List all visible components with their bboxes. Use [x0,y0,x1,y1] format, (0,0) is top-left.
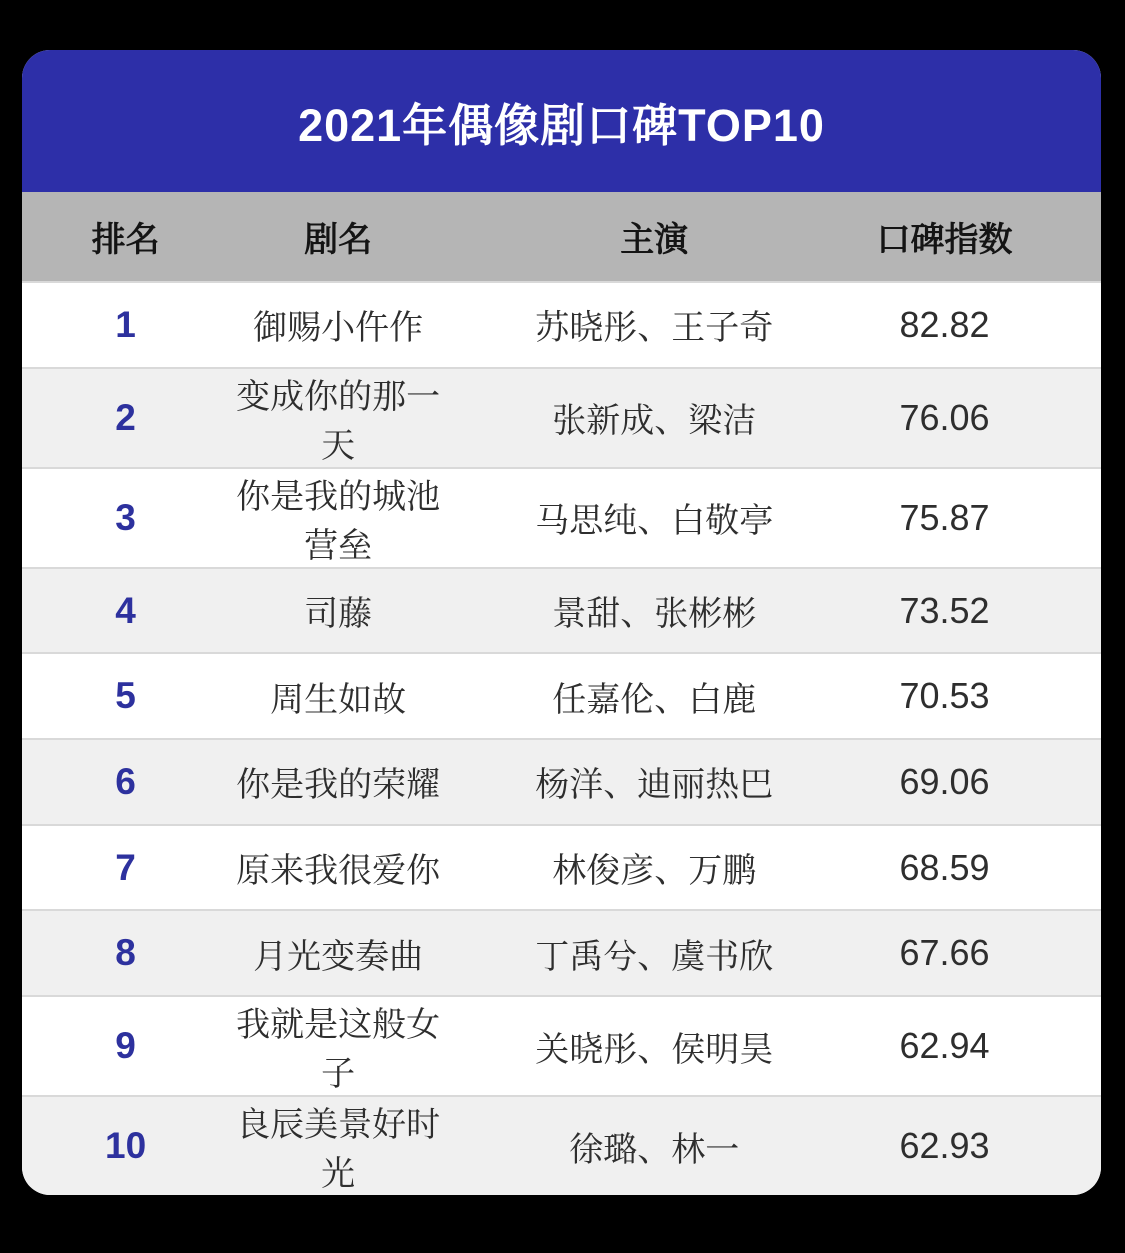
table-row [22,995,1101,1095]
drama-name-cell: 原来我很爱你 [236,852,441,891]
score-cell: 69.06 [899,760,990,802]
score-cell: 68.59 [899,846,990,888]
title-banner [22,50,1101,192]
table-row [22,367,1101,467]
score-cell: 70.53 [899,675,990,717]
table-row [22,738,1101,824]
rank-cell: 2 [115,396,136,438]
ranking-card [22,50,1101,1195]
score-cell: 82.82 [899,303,990,345]
rank-cell: 7 [115,846,136,888]
rank-cell: 5 [115,675,136,717]
column-header-stars: 主演 [620,221,689,259]
table-row [22,1095,1101,1195]
page-title: 2021年偶像剧口碑TOP10 [298,99,825,151]
column-header-name: 剧名 [304,221,373,259]
score-cell: 75.87 [899,496,990,538]
table-row [22,467,1101,567]
drama-name-cell: 月光变奏曲 [253,937,424,976]
stars-cell: 马思纯、白敬亭 [535,502,774,541]
drama-name-cell: 周生如故 [270,680,407,719]
rank-cell: 1 [115,303,136,345]
score-cell: 62.94 [899,1025,990,1067]
stars-cell: 关晓彤、侯明昊 [535,1030,774,1069]
drama-name-cell: 我就是这般女子 [236,1006,441,1094]
table-row [22,281,1101,367]
drama-name-cell: 司藤 [304,595,373,633]
stars-cell: 景甜、张彬彬 [552,595,757,633]
stars-cell: 杨洋、迪丽热巴 [535,766,774,805]
table-row [22,909,1101,995]
stars-cell: 徐璐、林一 [569,1130,740,1169]
column-header-score: 口碑指数 [876,221,1013,259]
stars-cell: 张新成、梁洁 [552,402,757,441]
rank-cell: 9 [115,1025,136,1067]
rank-cell: 4 [115,589,136,631]
stars-cell: 林俊彦、万鹏 [552,852,757,891]
table-body [22,281,1101,1195]
table-row [22,652,1101,738]
rank-cell: 8 [115,932,136,974]
rank-cell: 10 [105,1125,147,1167]
column-header-rank: 排名 [91,221,160,259]
score-cell: 67.66 [899,932,990,974]
stars-cell: 任嘉伦、白鹿 [552,680,757,719]
rank-cell: 6 [115,760,136,802]
score-cell: 73.52 [899,589,990,631]
rank-cell: 3 [115,496,136,538]
stars-cell: 苏晓彤、王子奇 [535,309,774,348]
drama-name-cell: 变成你的那一天 [236,377,441,465]
drama-name-cell: 良辰美景好时光 [236,1106,441,1194]
drama-name-cell: 御赐小仵作 [253,309,424,348]
drama-name-cell: 你是我的城池营垒 [236,477,441,565]
table-row [22,567,1101,653]
score-cell: 62.93 [899,1125,990,1167]
stars-cell: 丁禹兮、虞书欣 [535,937,774,976]
table-header-row [22,192,1101,281]
drama-name-cell: 你是我的荣耀 [236,766,441,805]
table-row [22,824,1101,910]
score-cell: 76.06 [899,396,990,438]
